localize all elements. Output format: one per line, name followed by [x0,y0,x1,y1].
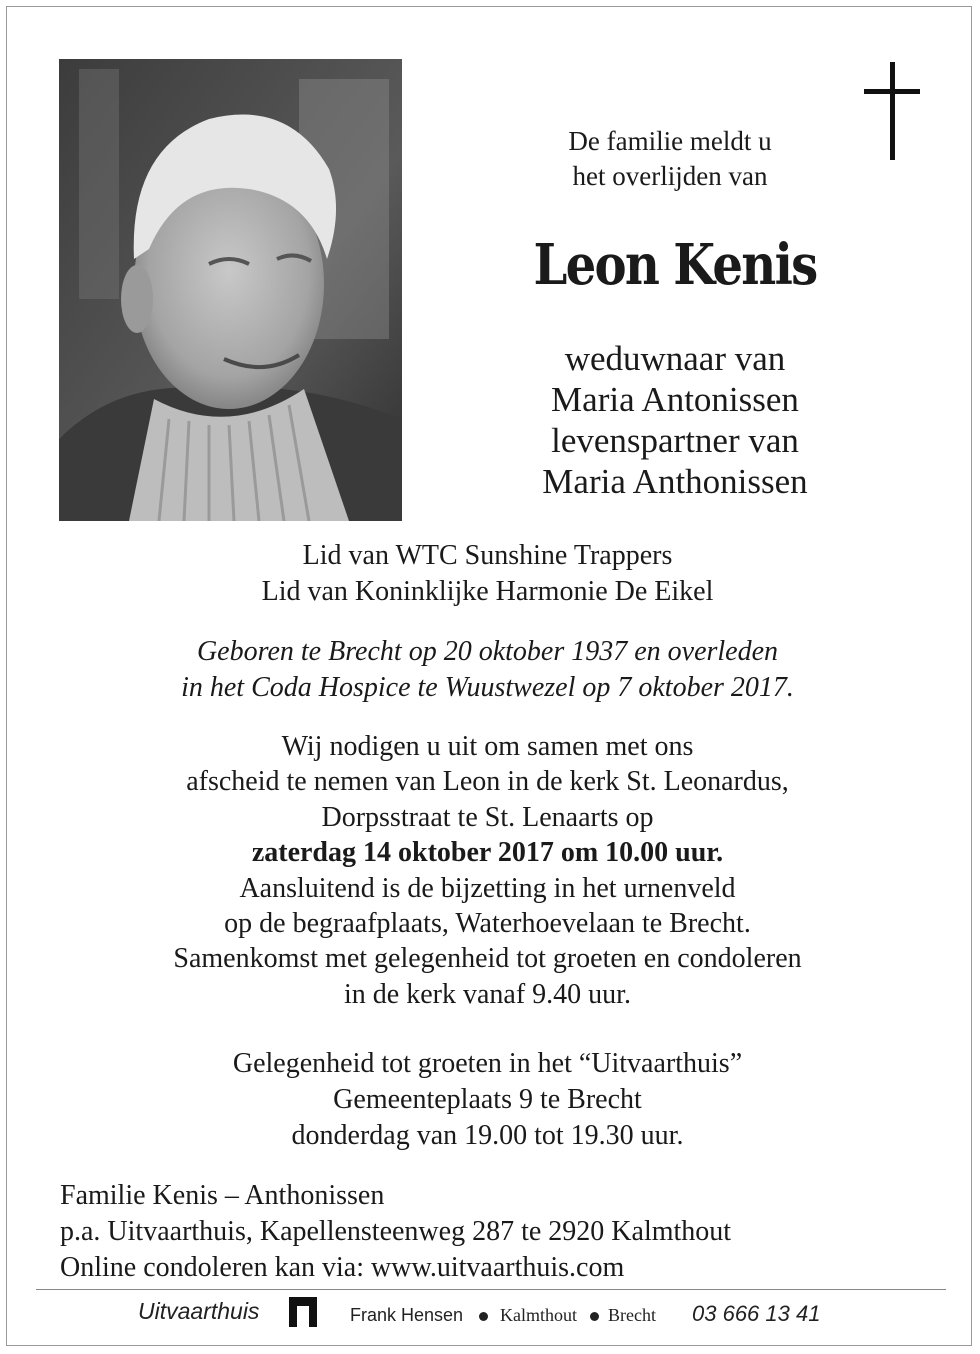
funeral-director-name: Frank Hensen [350,1305,464,1325]
spouse-block [470,338,880,502]
birth-death-line: Geboren te Brecht op 20 oktober 1937 en overleden [196,636,779,667]
invitation-line: in de kerk vanaf 9.40 uur. [344,978,631,1010]
bullet-dot-icon [479,1312,488,1321]
intro-text [520,124,820,194]
funeral-home-brand: Uitvaarthuis [138,1298,260,1324]
visitation-line: Gemeenteplaats 9 te Brecht [333,1084,642,1115]
family-name: Familie Kenis – Anthonissen [60,1180,385,1211]
birth-death-line: in het Coda Hospice te Wuustwezel op 7 oktober 2017. [181,672,794,703]
membership-line: Lid van Koninklijke Harmonie De Eikel [261,576,714,607]
cross-icon [862,62,924,160]
bullet-dot-icon [590,1312,599,1321]
membership-line: Lid van WTC Sunshine Trappers [302,540,673,571]
invitation-line: Aansluitend is de bijzetting in het urnenveld [239,872,736,904]
invitation-line: afscheid te nemen van Leon in de kerk St. Leonardus, [186,766,789,798]
deceased-name: Leon Kenis [533,232,817,298]
invitation-line: Dorpsstraat te St. Lenaarts op [321,801,654,833]
footer-location: Kalmthout [500,1305,577,1325]
spouse-line: weduwnaar van [564,339,786,378]
invitation-line: Samenkomst met gelegenheid tot groeten en condoleren [173,943,802,975]
visitation-block [60,1046,915,1154]
intro-line: het overlijden van [572,161,768,191]
family-contact [60,1178,731,1286]
invitation-line: op de begraafplaats, Waterhoevelaan te Brecht. [224,908,751,940]
intro-line: De familie meldt u [568,126,772,156]
invitation-line: Wij nodigen u uit om samen met ons [281,731,694,762]
spouse-line: Maria Antonissen [551,380,799,419]
visitation-line: donderdag van 19.00 tot 19.30 uur. [291,1120,684,1151]
footer-divider [36,1289,946,1290]
service-date: zaterdag 14 oktober 2017 om 10.00 uur. [251,837,724,869]
spouse-line: Maria Anthonissen [542,462,808,501]
portrait-photo [59,59,402,521]
birth-death-block [60,634,915,706]
uitvaarthuis-logo-icon [289,1297,317,1327]
funeral-invitation [60,729,915,1012]
online-condolence-link[interactable]: Online condoleren kan via: www.uitvaarthuis.com [60,1252,625,1283]
footer-phone-number[interactable]: 03 666 13 41 [692,1301,821,1326]
footer-location: Brecht [608,1305,656,1325]
spouse-line: levenspartner van [551,421,799,460]
contact-address: p.a. Uitvaarthuis, Kapellensteenweg 287 te 2920 Kalmthout [60,1216,732,1247]
visitation-line: Gelegenheid tot groeten in het “Uitvaarthuis” [232,1048,743,1079]
membership-block [60,538,915,610]
